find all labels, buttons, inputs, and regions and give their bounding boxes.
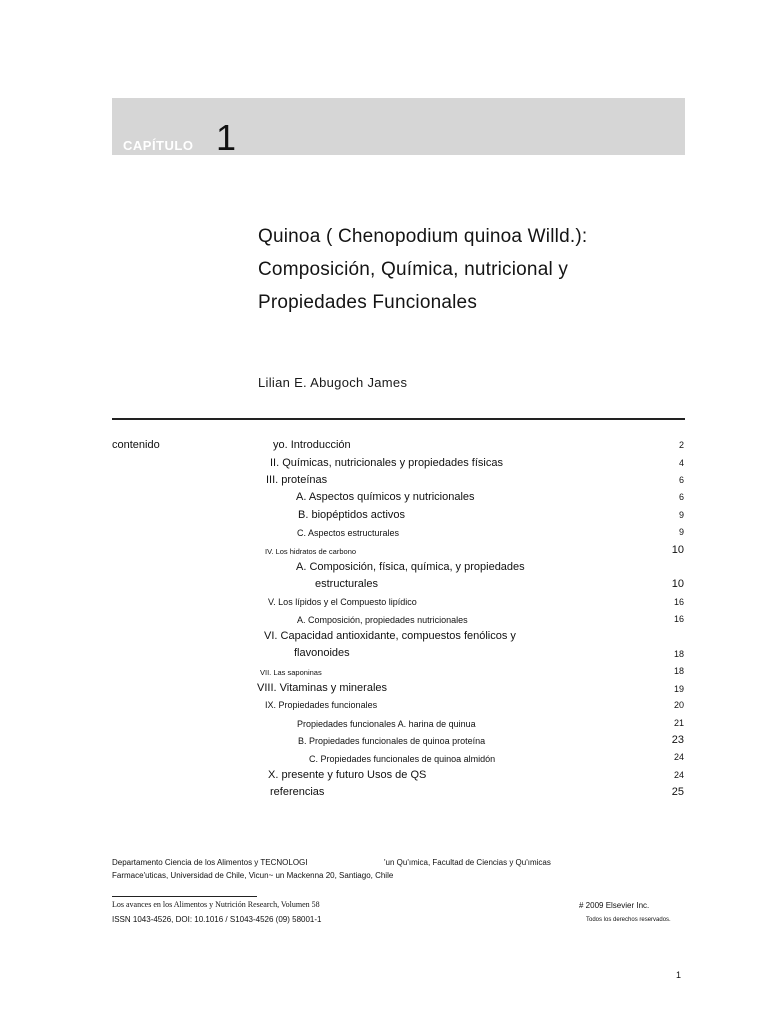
toc-entry: VII. Las saponinas xyxy=(260,668,322,677)
toc-page: 16 xyxy=(673,614,684,624)
toc-entry: C. Propiedades funcionales de quinoa almidón xyxy=(309,754,496,764)
affiliation-line-1b: 'un Qu'ımica, Facultad de Ciencias y Qu'ımicas xyxy=(384,858,551,867)
footnote-divider xyxy=(112,896,257,897)
toc-entry: Propiedades funcionales A. harina de quinua xyxy=(297,719,476,729)
toc-page: 9 xyxy=(678,510,684,520)
toc-page: 24 xyxy=(673,752,684,762)
chapter-label: CAPÍTULO xyxy=(123,138,194,153)
toc-page: 10 xyxy=(671,544,684,556)
toc-page: 6 xyxy=(678,492,684,502)
toc-page: 9 xyxy=(678,527,684,537)
toc-entry: IX. Propiedades funcionales xyxy=(265,700,378,710)
toc-page: 10 xyxy=(671,578,684,590)
toc-entry: A. Composición, propiedades nutricionales xyxy=(297,615,468,625)
toc-entry: B. biopéptidos activos xyxy=(298,509,406,521)
affiliation-line-1a: Departamento Ciencia de los Alimentos y TECNOLOGI xyxy=(112,858,308,867)
toc-entry: B. Propiedades funcionales de quinoa proteína xyxy=(298,736,486,746)
section-divider xyxy=(112,418,685,420)
chapter-banner xyxy=(112,98,685,158)
toc-entry: VIII. Vitaminas y minerales xyxy=(257,682,388,694)
author-name: Lilian E. Abugoch James xyxy=(258,375,408,390)
affiliation-line-2: Farmace'uticas, Universidad de Chile, Vicun~ un Mackenna 20, Santiago, Chile xyxy=(112,871,394,880)
page-number: 1 xyxy=(676,970,682,980)
contents-heading: contenido xyxy=(112,439,160,451)
toc-entry: II. Químicas, nutricionales y propiedades físicas xyxy=(270,457,503,469)
chapter-number: 1 xyxy=(216,117,237,158)
toc-page: 16 xyxy=(673,597,684,607)
toc-page: 23 xyxy=(671,734,684,746)
toc-page: 2 xyxy=(678,440,684,450)
toc-entry: VI. Capacidad antioxidante, compuestos fenólicos y xyxy=(264,630,516,642)
toc-page: 6 xyxy=(678,475,684,485)
journal-citation: Los avances en los Alimentos y Nutrición Research, Volumen 58 xyxy=(112,900,320,909)
toc-page: 20 xyxy=(673,700,684,710)
toc-page: 19 xyxy=(673,684,684,694)
toc-entry: V. Los lípidos y el Compuesto lipídico xyxy=(268,597,417,607)
toc-entry: III. proteínas xyxy=(266,474,328,486)
toc-entry: estructurales xyxy=(315,578,378,590)
toc-entry: referencias xyxy=(270,786,325,798)
toc-entry: C. Aspectos estructurales xyxy=(297,528,400,538)
chapter-title-line-1: Quinoa ( Chenopodium quinoa Willd.): xyxy=(258,226,588,247)
toc-page: 18 xyxy=(673,666,684,676)
toc-page: 18 xyxy=(673,649,684,659)
toc-page: 25 xyxy=(671,786,684,798)
copyright-notice: # 2009 Elsevier Inc. xyxy=(579,901,650,910)
toc-page: 4 xyxy=(678,458,684,468)
rights-notice: Todos los derechos reservados. xyxy=(586,917,671,923)
toc-entry: yo. Introducción xyxy=(273,439,351,451)
chapter-title-line-3: Propiedades Funcionales xyxy=(258,292,478,313)
chapter-title-line-2: Composición, Química, nutricional y xyxy=(258,259,569,280)
toc-entry: flavonoides xyxy=(294,647,350,659)
toc-page: 21 xyxy=(673,718,684,728)
toc-entry: IV. Los hidratos de carbono xyxy=(265,547,357,556)
issn-doi: ISSN 1043-4526, DOI: 10.1016 / S1043-4526 (09) 58001-1 xyxy=(112,915,322,924)
toc-entry: A. Composición, física, química, y propiedades xyxy=(296,561,525,573)
toc-page: 24 xyxy=(673,770,684,780)
toc-entry: A. Aspectos químicos y nutricionales xyxy=(296,491,475,503)
toc-entry: X. presente y futuro Usos de QS xyxy=(268,769,427,781)
